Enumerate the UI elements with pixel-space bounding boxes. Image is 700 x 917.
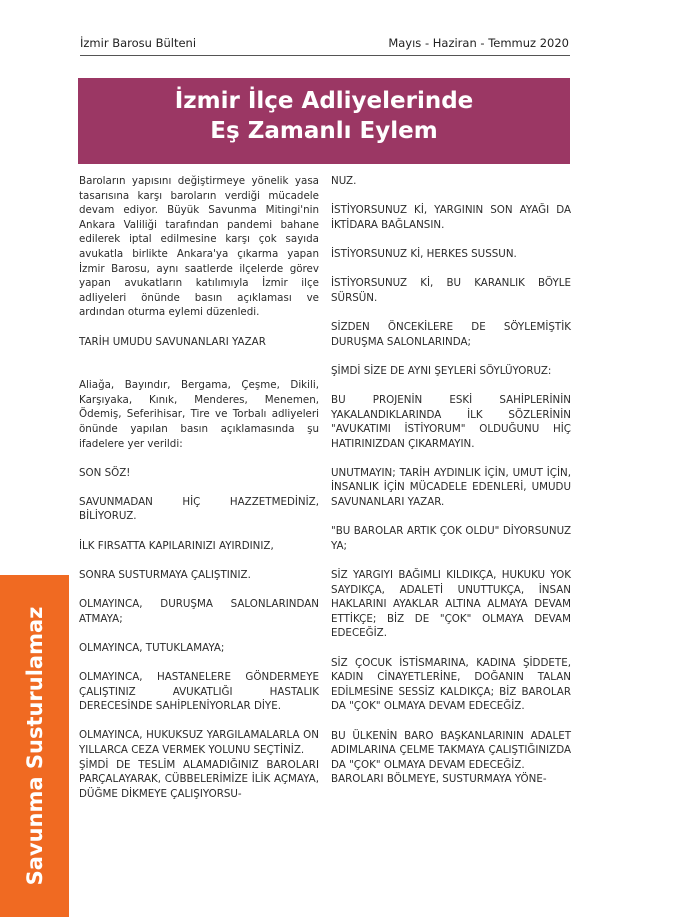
paragraph: SON SÖZ! — [79, 466, 131, 479]
paragraph: Aliağa, Bayındır, Bergama, Çeşme, Dikili, Karşıyaka, Kınık, Menderes, Menemen, Ödemiş, Seferihisar, Tire ve Torbalı adliyeleri önünde yapılan basın açıklamasında şu ifadelere yer verildi: — [79, 379, 319, 450]
paragraph: SONRA SUSTURMAYA ÇALIŞTINIZ. — [79, 568, 251, 581]
paragraph: BU PROJENİN ESKİ SAHİPLERİNİN YAKALANDIKLARINDA İLK SÖZLERİNİN "AVUKATIMI İSTİYORUM" OLDUĞUNU HİÇ HATIRINIZDAN ÇIKARMAYIN. — [331, 393, 571, 450]
left-text-column — [79, 174, 319, 816]
article-title-banner — [78, 78, 570, 164]
article-title-line-1: İzmir İlçe Adliyelerinde — [174, 88, 474, 114]
paragraph: OLMAYINCA, HUKUKSUZ YARGILAMALARLA ON YILLARCA CEZA VERMEK YOLUNU SEÇTİNİZ. — [79, 729, 319, 756]
issue-date: Mayıs - Haziran - Temmuz 2020 — [388, 36, 569, 50]
section-side-tab — [0, 575, 69, 917]
header-divider — [80, 55, 570, 56]
paragraph: BAROLARI BÖLMEYE, SUSTURMAYA YÖNE- — [331, 773, 547, 786]
paragraph: OLMAYINCA, TUTUKLAMAYA; — [79, 641, 225, 654]
paragraph: UNUTMAYIN; TARİH AYDINLIK İÇİN, UMUT İÇİN, İNSANLIK İÇİN MÜCADELE EDENLERİ, UMUDU SAVUNANLARI YAZAR. — [331, 466, 571, 509]
paragraph: İSTİYORSUNUZ Kİ, HERKES SUSSUN. — [331, 247, 517, 260]
paragraph: SİZDEN ÖNCEKİLERE DE SÖYLEMİŞTİK DURUŞMA SALONLARINDA; — [331, 320, 571, 348]
paragraph: ŞİMDİ SİZE DE AYNI ŞEYLERİ SÖYLÜYORUZ: — [331, 364, 552, 377]
section-side-tab-label: Savunma Susturulamaz — [22, 606, 47, 886]
paragraph: OLMAYINCA, DURUŞMA SALONLARINDAN ATMAYA; — [79, 598, 319, 625]
right-text-column — [331, 174, 571, 802]
paragraph: "BU BAROLAR ARTIK ÇOK OLDU" DİYORSUNUZ YA; — [331, 525, 571, 552]
paragraph: SİZ ÇOCUK İSTİSMARINA, KADINA ŞİDDETE, KADIN CİNAYETLERİNE, DOĞANIN TALAN EDİLMESİNE SESSİZ KALDIKÇA; BİZ BAROLAR DA "ÇOK" OLMAYA DEVAM EDECEĞİZ. — [331, 656, 571, 713]
paragraph: SİZ YARGIYI BAĞIMLI KILDIKÇA, HUKUKU YOK SAYDIKÇA, ADALETİ UNUTTUKÇA, İNSAN HAKLARINI AYAKLAR ALTINA ALMAYA DEVAM ETTİKÇE; BİZ DE "ÇOK" OLMAYA DEVAM EDECEĞİZ. — [331, 569, 571, 640]
paragraph: İLK FIRSATTA KAPILARINIZI AYIRDINIZ, — [79, 539, 274, 552]
article-title-line-2: Eş Zamanlı Eylem — [210, 118, 438, 144]
paragraph: SAVUNMADAN HİÇ HAZZETMEDİNİZ, BİLİYORUZ. — [79, 495, 319, 523]
paragraph: OLMAYINCA, HASTANELERE GÖNDERMEYE ÇALIŞTINIZ AVUKATLIĞI HASTALIK DERECESİNDE SAHİPLENİYORLAR DİYE. — [79, 671, 319, 713]
paragraph: ŞİMDİ DE TESLİM ALAMADIĞINIZ BAROLARI PARÇALAYARAK, CÜBBELERİMİZE İLİK AÇMAYA, DÜĞME DİKMEYE ÇALIŞIYORSU- — [79, 758, 319, 800]
paragraph: TARİH UMUDU SAVUNANLARI YAZAR — [79, 335, 266, 348]
paragraph: NUZ. — [331, 175, 357, 187]
publication-name: İzmir Barosu Bülteni — [80, 36, 197, 50]
paragraph: BU ÜLKENİN BARO BAŞKANLARININ ADALET ADIMLARINA ÇELME TAKMAYA ÇALIŞTIĞINIZDA DA "ÇOK" OLMAYA DEVAM EDECEĞİZ. — [331, 729, 571, 771]
paragraph: Baroların yapısını değiştirmeye yönelik yasa tasarısına karşı baroların verdiği mücadele devam ediyor. Büyük Savunma Mitingi'nin Ankara Valiliği tarafından pandemi bahane edilerek iptal edilmesine karşı çok sayıda avukatla birlikte Ankara'ya çıkarma yapan İzmir Barosu, aynı saatlerde ilçelerde görev yapan avukatların katılımıyla İzmir ilçe adliyeleri önünde basın açıklaması ve ardından oturma eylemi düzenledi. — [79, 175, 319, 319]
paragraph: İSTİYORSUNUZ Kİ, BU KARANLIK BÖYLE SÜRSÜN. — [331, 277, 571, 304]
paragraph: İSTİYORSUNUZ Kİ, YARGININ SON AYAĞI DA İKTİDARA BAĞLANSIN. — [331, 204, 571, 231]
